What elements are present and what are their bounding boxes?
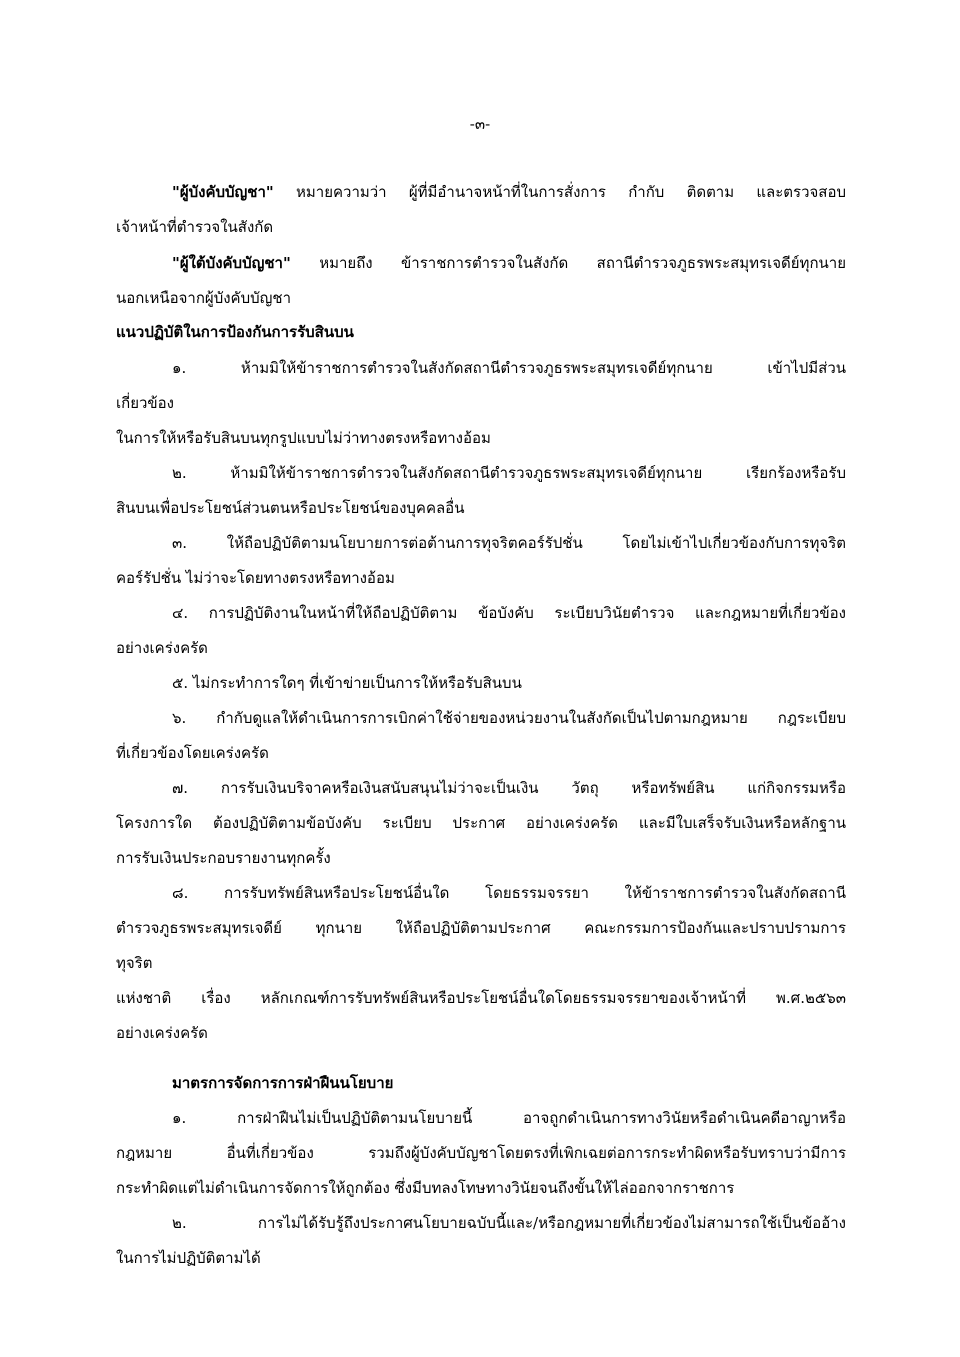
bribery-item-6-line-2: ที่เกี่ยวข้องโดยเคร่งครัด [116, 744, 269, 762]
violation-item-1-line-3: กระทำผิดแต่ไม่ดำเนินการจัดการให้ถูกต้อง ซึ่งมีบทลงโทษทางวินัยจนถึงขั้นให้ไล่ออกจากราชการ [116, 1179, 735, 1197]
violation-item-2-line-1: ๒. การไม่ได้รับรู้ถึงประกาศนโยบายฉบับนี้และ/หรือกฎหมายที่เกี่ยวข้องไม่สามารถใช้เป็นข้ออ้าง [172, 1214, 846, 1232]
section-heading-violation: มาตรการจัดการการฝ่าฝืนนโยบาย [172, 1074, 394, 1092]
bribery-item-3-line-2: คอร์รัปชั่น ไม่ว่าจะโดยทางตรงหรือทางอ้อม [116, 569, 395, 587]
bribery-item-4-line-2: อย่างเคร่งครัด [116, 639, 208, 657]
definition-text: หมายความว่า ผู้ที่มีอำนาจหน้าที่ในการสั่งการ กำกับ ติดตาม และตรวจสอบ [273, 183, 846, 201]
bribery-item-2-line-2: สินบนเพื่อประโยชน์ส่วนตนหรือประโยชน์ของบุคคลอื่น [116, 499, 465, 517]
bribery-item-2-line-1: ๒. ห้ามมิให้ข้าราชการตำรวจในสังกัดสถานีตำรวจภูธรพระสมุทรเจดีย์ทุกนาย เรียกร้องหรือรับ [172, 464, 846, 482]
bribery-item-6-line-1: ๖. กำกับดูแลให้ดำเนินการการเบิกค่าใช้จ่ายของหน่วยงานในสังกัดเป็นไปตามกฎหมาย กฎระเบียบ [172, 709, 846, 727]
bribery-item-8-line-3: ทุจริต [116, 954, 153, 972]
section-heading-bribery: แนวปฏิบัติในการป้องกันการรับสินบน [116, 323, 354, 341]
definition-term: "ผู้ใต้บังคับบัญชา" [172, 254, 291, 272]
bribery-item-8-line-4: แห่งชาติ เรื่อง หลักเกณฑ์การรับทรัพย์สินหรือประโยชน์อื่นใดโดยธรรมจรรยาของเจ้าหน้าที่ พ.ศ.๒๕๖๓ [116, 989, 846, 1007]
bribery-item-7-line-2: โครงการใด ต้องปฏิบัติตามข้อบังคับ ระเบียบ ประกาศ อย่างเคร่งครัด และมีใบเสร็จรับเงินหรือหลักฐาน [116, 814, 846, 832]
definition-term: "ผู้บังคับบัญชา" [172, 183, 274, 201]
bribery-item-3-line-1: ๓. ให้ถือปฏิบัติตามนโยบายการต่อต้านการทุจริตคอร์รัปชั่น โดยไม่เข้าไปเกี่ยวข้องกับการทุจริต [172, 534, 846, 552]
violation-item-1-line-1: ๑. การฝ่าฝืนไม่เป็นปฏิบัติตามนโยบายนี้ อาจถูกดำเนินการทางวินัยหรือดำเนินคดีอาญาหรือ [172, 1109, 846, 1127]
bribery-item-7-line-1: ๗. การรับเงินบริจาคหรือเงินสนับสนุนไม่ว่าจะเป็นเงิน วัตถุ หรือทรัพย์สิน แก่กิจกรรมหรือ [172, 779, 846, 797]
bribery-item-1-line-3: ในการให้หรือรับสินบนทุกรูปแบบไม่ว่าทางตรงหรือทางอ้อม [116, 429, 491, 447]
violation-item-2-line-2: ในการไม่ปฏิบัติตามได้ [116, 1249, 261, 1267]
bribery-item-4-line-1: ๔. การปฏิบัติงานในหน้าที่ให้ถือปฏิบัติตาม ข้อบังคับ ระเบียบวินัยตำรวจ และกฎหมายที่เกี่ยวข้อง [172, 604, 846, 622]
bribery-item-8-line-5: อย่างเคร่งครัด [116, 1024, 208, 1042]
bribery-item-8-line-2: ตำรวจภูธรพระสมุทรเจดีย์ ทุกนาย ให้ถือปฏิบัติตามประกาศ คณะกรรมการป้องกันและปราบปรามการ [116, 919, 846, 937]
violation-item-1-line-2: กฎหมาย อื่นที่เกี่ยวข้อง รวมถึงผู้บังคับบัญชาโดยตรงที่เพิกเฉยต่อการกระทำผิดหรือรับทราบว่ามีการ [116, 1144, 846, 1162]
definition-text: หมายถึง ข้าราชการตำรวจในสังกัด สถานีตำรวจภูธรพระสมุทรเจดีย์ทุกนาย [290, 254, 846, 272]
definition-subordinate-line-2: นอกเหนือจากผู้บังคับบัญชา [116, 289, 292, 307]
bribery-item-1-line-2: เกี่ยวข้อง [116, 394, 175, 412]
bribery-item-8-line-1: ๘. การรับทรัพย์สินหรือประโยชน์อื่นใด โดยธรรมจรรยา ให้ข้าราชการตำรวจในสังกัดสถานี [172, 884, 846, 902]
bribery-item-5-line-1: ๕. ไม่กระทำการใดๆ ที่เข้าข่ายเป็นการให้หรือรับสินบน [172, 674, 522, 692]
page-number: -๓- [469, 115, 491, 133]
definition-supervisor-line-1 [172, 181, 846, 203]
definition-supervisor-line-2: เจ้าหน้าที่ตำรวจในสังกัด [116, 218, 274, 236]
bribery-item-7-line-3: การรับเงินประกอบรายงานทุกครั้ง [116, 849, 331, 867]
bribery-item-1-line-1: ๑. ห้ามมิให้ข้าราชการตำรวจในสังกัดสถานีตำรวจภูธรพระสมุทรเจดีย์ทุกนาย เข้าไปมีส่วน [172, 359, 846, 377]
definition-subordinate-line-1 [172, 252, 846, 274]
